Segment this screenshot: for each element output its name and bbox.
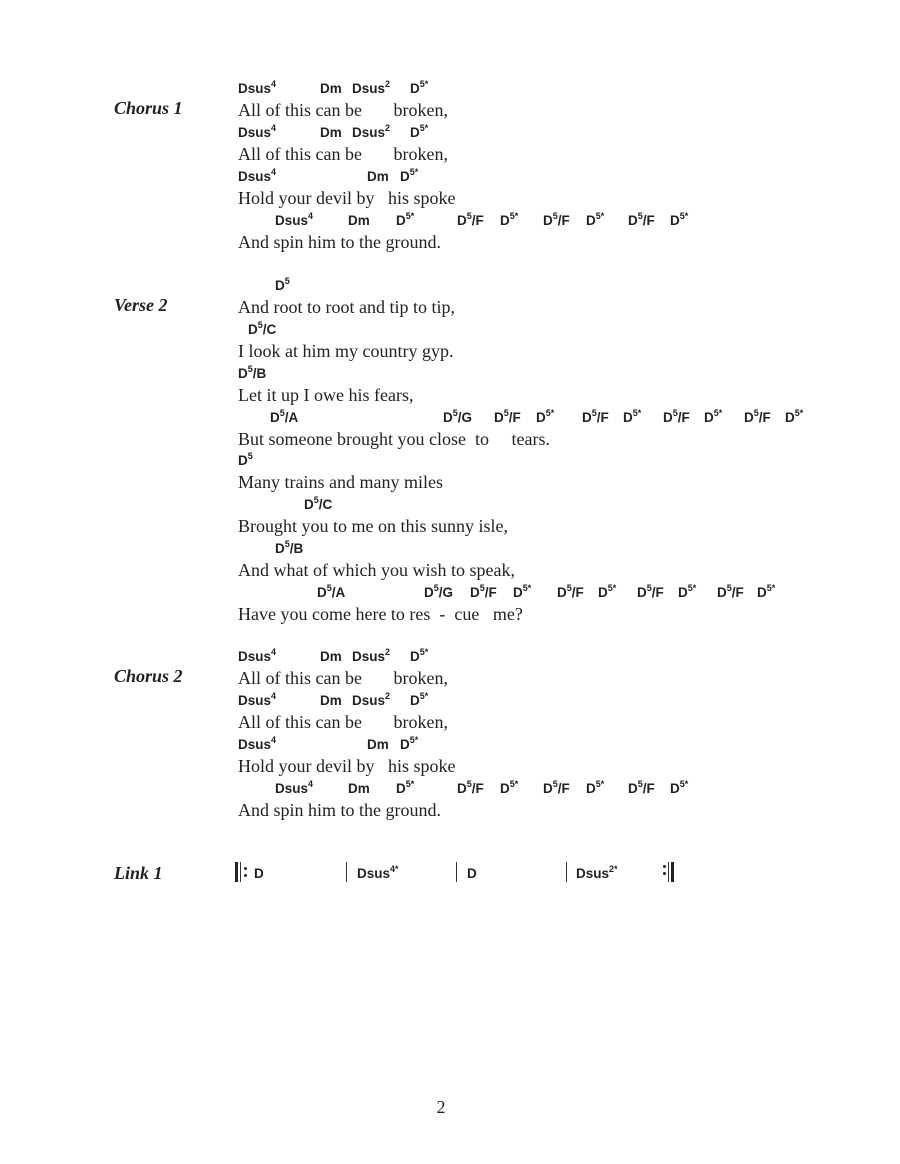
- lyric-line: But someone brought you close to tears.: [238, 429, 550, 449]
- repeat-start-dot-upper: [244, 867, 247, 870]
- chord-symbol: $D^5/F$: [582, 407, 609, 425]
- chord-symbol: $D^5/F$: [637, 582, 664, 600]
- chord-symbol: Dm: [348, 781, 370, 796]
- chord-symbol: Dsus$^4$: [238, 166, 277, 184]
- lyric-line: Let it up I owe his fears,: [238, 385, 414, 405]
- chord-symbol: Dsus$^4$: [238, 78, 277, 96]
- chord-symbol: $D^{5*}$: [678, 582, 697, 600]
- repeat-end-dot-upper: [663, 865, 666, 868]
- repeat-start-dot-lower: [244, 874, 247, 877]
- chord-symbol: $D^{5*}$: [400, 734, 419, 752]
- chord-symbol: $D^5/F$: [628, 210, 655, 228]
- chord-symbol: $D^5/A$: [270, 407, 299, 425]
- chord-symbol: Dsus$^2$: [352, 646, 391, 664]
- lyric-line: And spin him to the ground.: [238, 232, 441, 252]
- chord-symbol: Dm: [320, 125, 342, 140]
- lyric-line: Have you come here to res - cue me?: [238, 604, 523, 624]
- chord-symbol: $D^5/C$: [304, 494, 333, 512]
- chord-symbol: $D^5/B$: [238, 363, 267, 381]
- chord-symbol: $D^5/A$: [317, 582, 346, 600]
- chord-symbol: $D^{5*}$: [670, 778, 689, 796]
- lyric-line: All of this can be broken,: [238, 712, 448, 732]
- chord-symbol: $D^5/C$: [248, 319, 277, 337]
- chord-symbol: $D^{5*}$: [623, 407, 642, 425]
- chord-symbol: Dm: [367, 737, 389, 752]
- link-bar-chord: Dsus$^{4*}$: [357, 863, 399, 881]
- chord-symbol: $D^5/F$: [543, 778, 570, 796]
- link-bar-chord: D: [467, 866, 477, 881]
- chord-symbol: Dsus$^4$: [238, 646, 277, 664]
- page-number: 2: [436, 1097, 446, 1117]
- chord-symbol: Dsus$^2$: [352, 690, 391, 708]
- lyric-line: All of this can be broken,: [238, 144, 448, 164]
- chord-symbol: Dsus$^2$: [352, 122, 391, 140]
- chord-symbol: $D^5/F$: [628, 778, 655, 796]
- chord-symbol: $D^{5*}$: [670, 210, 689, 228]
- repeat-end-thin-line: [668, 862, 669, 882]
- chord-symbol: Dm: [320, 693, 342, 708]
- chord-symbol: $D^5/F$: [457, 778, 484, 796]
- chord-symbol: $D^{5*}$: [500, 210, 519, 228]
- chord-symbol: $D^5/F$: [457, 210, 484, 228]
- barline-3: [566, 862, 567, 882]
- section-label-chorus-1: Chorus 1: [114, 98, 183, 118]
- chord-symbol: $D^{5*}$: [410, 122, 429, 140]
- repeat-start-thin-line: [240, 862, 241, 882]
- chord-symbol: $D^{5*}$: [396, 778, 415, 796]
- chord-symbol: $D^5/G$: [424, 582, 454, 600]
- chord-symbol: $D^5$: [238, 450, 253, 468]
- chord-symbol: Dsus$^4$: [275, 778, 314, 796]
- chord-symbol: $D^{5*}$: [586, 210, 605, 228]
- chord-symbol: $D^{5*}$: [704, 407, 723, 425]
- section-label-verse-2: Verse 2: [114, 295, 168, 315]
- chord-symbol: $D^5/F$: [744, 407, 771, 425]
- lyric-line: And spin him to the ground.: [238, 800, 441, 820]
- chord-symbol: Dsus$^4$: [275, 210, 314, 228]
- lyric-line: Brought you to me on this sunny isle,: [238, 516, 508, 536]
- chord-symbol: Dsus$^2$: [352, 78, 391, 96]
- chord-symbol: Dsus$^4$: [238, 122, 277, 140]
- chord-symbol: Dm: [320, 81, 342, 96]
- chord-symbol: $D^5/F$: [663, 407, 690, 425]
- chord-symbol: $D^{5*}$: [513, 582, 532, 600]
- chord-symbol: $D^5/G$: [443, 407, 473, 425]
- chord-symbol: $D^5/F$: [494, 407, 521, 425]
- chord-symbol: Dm: [367, 169, 389, 184]
- chord-symbol: $D^5/B$: [275, 538, 304, 556]
- repeat-start-barline: [235, 862, 238, 882]
- chord-symbol: $D^{5*}$: [586, 778, 605, 796]
- repeat-end-dot-lower: [663, 872, 666, 875]
- chord-symbol: $D^{5*}$: [598, 582, 617, 600]
- lyric-line: Many trains and many miles: [238, 472, 443, 492]
- chord-symbol: Dm: [348, 213, 370, 228]
- barline-1: [346, 862, 347, 882]
- chord-symbol: $D^5/F$: [543, 210, 570, 228]
- chord-symbol: $D^{5*}$: [410, 646, 429, 664]
- chord-symbol: Dsus$^4$: [238, 690, 277, 708]
- chord-symbol: $D^{5*}$: [396, 210, 415, 228]
- chord-symbol: $D^{5*}$: [400, 166, 419, 184]
- lyric-line: And what of which you wish to speak,: [238, 560, 515, 580]
- link-bar-chord: Dsus$^{2*}$: [576, 863, 618, 881]
- chord-symbol: $D^5/F$: [470, 582, 497, 600]
- lyric-line: All of this can be broken,: [238, 668, 448, 688]
- chord-symbol: $D^{5*}$: [536, 407, 555, 425]
- lyric-line: Hold your devil by his spoke: [238, 188, 456, 208]
- chord-symbol: $D^5$: [275, 275, 290, 293]
- chord-symbol: $D^{5*}$: [500, 778, 519, 796]
- chord-symbol: $D^{5*}$: [410, 690, 429, 708]
- lyric-line: And root to root and tip to tip,: [238, 297, 455, 317]
- chord-symbol: $D^{5*}$: [785, 407, 804, 425]
- link-bar-chord: D: [254, 866, 264, 881]
- chord-symbol: $D^5/F$: [557, 582, 584, 600]
- barline-2: [456, 862, 457, 882]
- lyric-line: All of this can be broken,: [238, 100, 448, 120]
- chord-symbol: Dm: [320, 649, 342, 664]
- repeat-end-barline: [671, 862, 674, 882]
- chord-symbol: $D^{5*}$: [410, 78, 429, 96]
- lyric-line: Hold your devil by his spoke: [238, 756, 456, 776]
- chord-symbol: $D^5/F$: [717, 582, 744, 600]
- chord-symbol: Dsus$^4$: [238, 734, 277, 752]
- section-label-chorus-2: Chorus 2: [114, 666, 183, 686]
- section-label-link-1: Link 1: [114, 863, 163, 883]
- lyric-line: I look at him my country gyp.: [238, 341, 454, 361]
- chord-symbol: $D^{5*}$: [757, 582, 776, 600]
